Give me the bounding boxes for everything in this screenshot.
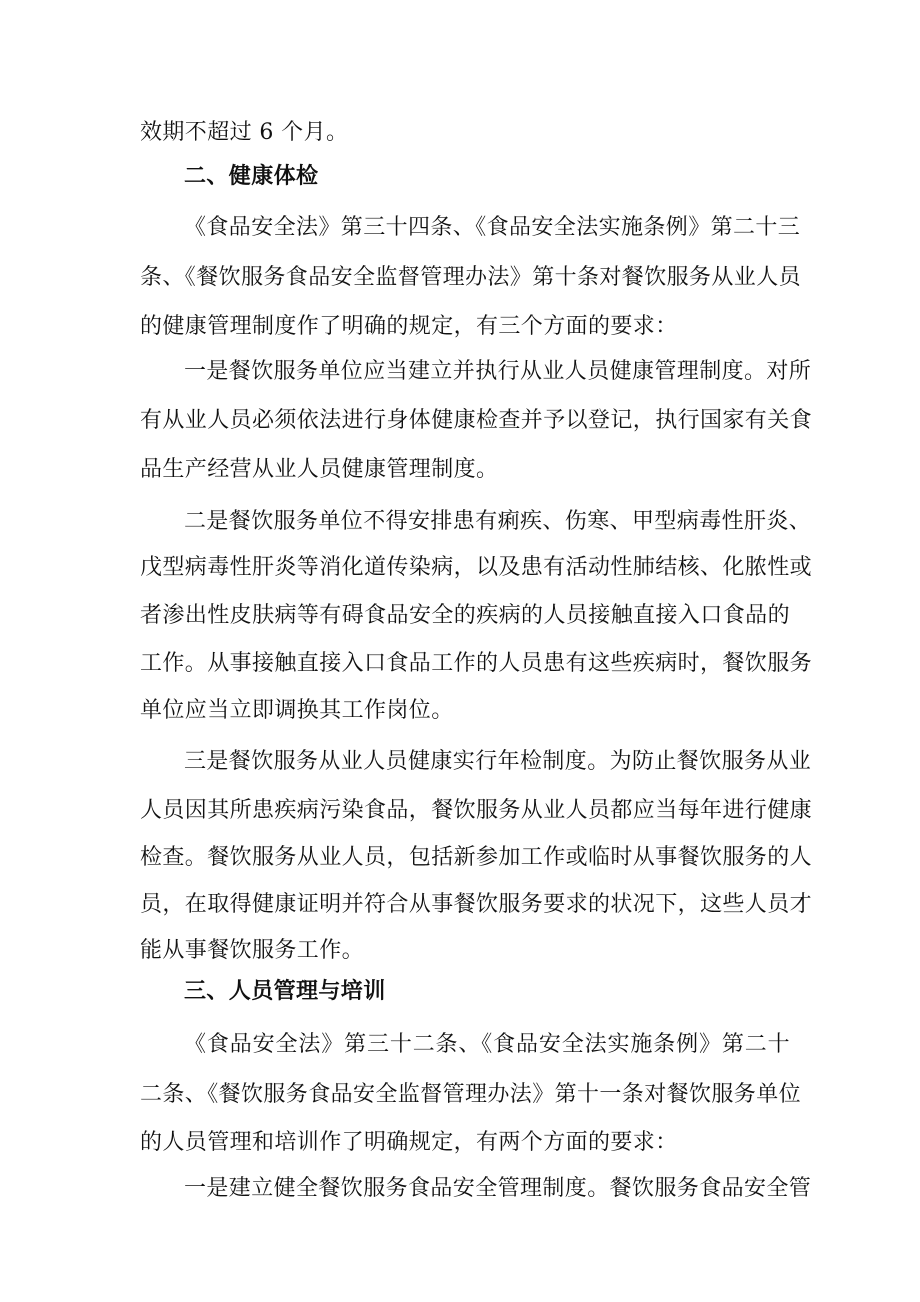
paragraph-line: 员，在取得健康证明并符合从事餐饮服务要求的状况下，这些人员才 xyxy=(140,892,813,917)
paragraph-line: 一是餐饮服务单位应当建立并执行从业人员健康管理制度。对所 xyxy=(184,359,812,384)
paragraph-line: 工作。从事接触直接入口食品工作的人员患有这些疾病时，餐饮服务 xyxy=(140,651,813,676)
paragraph-line: 一是建立健全餐饮服务食品安全管理制度。餐饮服务食品安全管 xyxy=(184,1176,812,1201)
paragraph-line: 能从事餐饮服务工作。 xyxy=(140,938,365,963)
paragraph-line: 效期不超过 6 个月。 xyxy=(140,120,349,145)
paragraph-line: 有从业人员必须依法进行身体健康检查并予以登记，执行国家有关食 xyxy=(140,408,813,433)
paragraph-line: 三是餐饮服务从业人员健康实行年检制度。为防止餐饮服务从业 xyxy=(184,749,812,774)
paragraph-line: 戊型病毒性肝炎等消化道传染病，以及患有活动性肺结核、化脓性或 xyxy=(140,555,813,580)
paragraph-line: 条、《餐饮服务食品安全监督管理办法》第十条对餐饮服务从业人员 xyxy=(140,265,802,290)
paragraph-line: 检查。餐饮服务从业人员，包括新参加工作或临时从事餐饮服务的人 xyxy=(140,845,813,870)
paragraph-line: 二是餐饮服务单位不得安排患有痢疾、伤寒、甲型病毒性肝炎、 xyxy=(184,509,812,534)
paragraph-line: 的健康管理制度作了明确的规定，有三个方面的要求： xyxy=(140,314,678,339)
section-heading-staff-training: 三、人员管理与培训 xyxy=(184,978,386,1004)
paragraph-line: 《食品安全法》第三十二条、《食品安全法实施条例》第二十 xyxy=(184,1032,790,1057)
paragraph-line: 人员因其所患疾病污染食品，餐饮服务从业人员都应当每年进行健康 xyxy=(140,798,813,823)
paragraph-line: 《食品安全法》第三十四条、《食品安全法实施条例》第二十三 xyxy=(184,215,801,240)
paragraph-line: 品生产经营从业人员健康管理制度。 xyxy=(140,457,499,482)
paragraph-line: 单位应当立即调换其工作岗位。 xyxy=(140,698,454,723)
paragraph-line: 的人员管理和培训作了明确规定，有两个方面的要求： xyxy=(140,1130,678,1155)
paragraph-line: 二条、《餐饮服务食品安全监督管理办法》第十一条对餐饮服务单位 xyxy=(140,1082,802,1107)
paragraph-line: 者渗出性皮肤病等有碍食品安全的疾病的人员接触直接入口食品的 xyxy=(140,603,790,628)
section-heading-health-check: 二、健康体检 xyxy=(184,163,319,189)
